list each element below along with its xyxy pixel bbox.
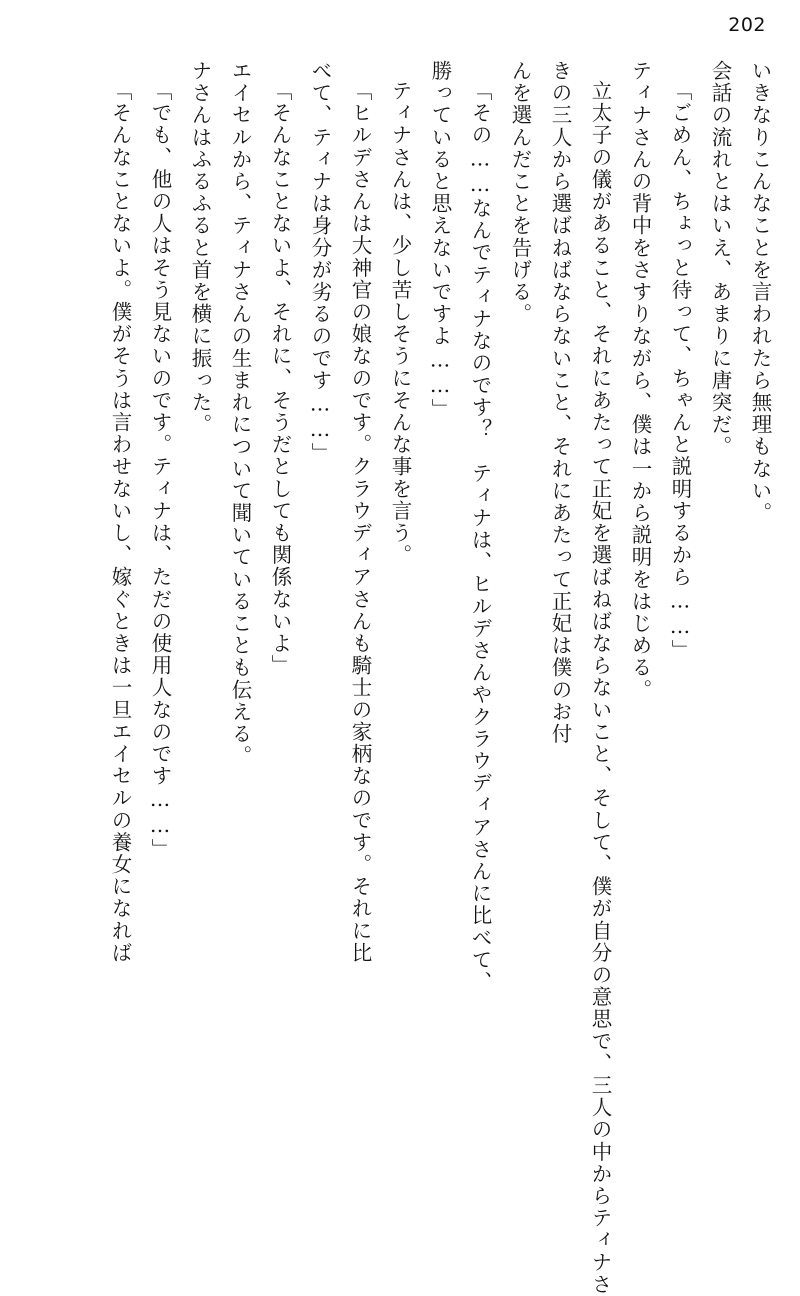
- text-line: 立太子の儀があること、それにあたって正妃を選ばねばならないこと、そして、僕が自分の意思で、三人の中からティナさ: [588, 80, 612, 1296]
- text-line: 「ごめん、ちょっと待って、ちゃんと説明するから……」: [668, 80, 692, 662]
- text-line: ナさんはふるふると首を横に振った。: [188, 60, 212, 436]
- text-line: べて、ティナは身分が劣るのです……」: [308, 60, 332, 465]
- vertical-text-body: [30, 60, 772, 1296]
- text-line: 会話の流れとはいえ、あまりに唐突だ。: [708, 60, 732, 458]
- text-line: ティナさんの背中をさすりながら、僕は一から説明をはじめる。: [628, 60, 652, 701]
- text-line: 勝っていると思えないですよ……」: [428, 60, 452, 421]
- text-line: んを選んだことを告げる。: [508, 60, 532, 326]
- text-line: 「そんなことないよ、それに、そうだとしても関係ないよ」: [268, 80, 292, 677]
- text-line: 「その……なんでティナなのです？ ティナは、ヒルデさんやクラウディアさんに比べて、: [468, 80, 492, 994]
- text-line: ティナさんは、少し苦しそうにそんな事を言う。: [388, 80, 412, 567]
- text-line: エイセルから、ティナさんの生まれについて聞いていることも伝える。: [228, 60, 252, 768]
- page-number: 202: [728, 14, 766, 36]
- text-line: 「ヒルデさんは大神官の娘なのです。クラウディアさんも騎士の家柄なのです。それに比: [348, 80, 372, 964]
- text-line: いきなりこんなことを言われたら無理もない。: [748, 60, 772, 525]
- text-line: 「でも、他の人はそう見ないのです。ティナは、ただの使用人なのです……」: [148, 80, 172, 861]
- text-line: きの三人から選ばねばならないこと、それにあたって正妃は僕のお付: [548, 60, 572, 746]
- text-line: 「そんなことないよ。僕がそうは言わせないし、嫁ぐときは一旦エイセルの養女になれば: [108, 80, 132, 964]
